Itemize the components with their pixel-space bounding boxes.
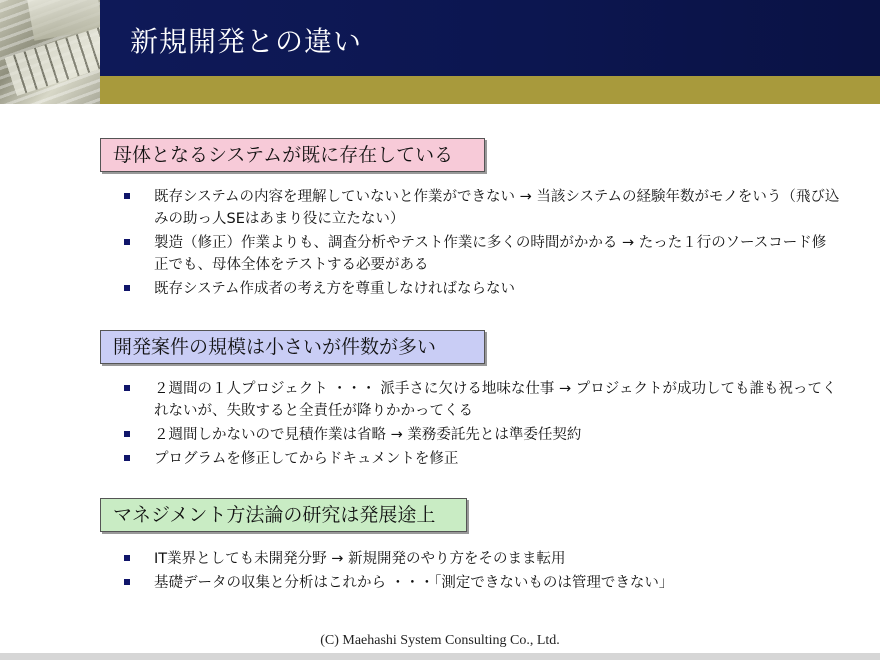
header-photo [0, 0, 100, 104]
list-item [120, 186, 840, 230]
list-item [120, 378, 840, 422]
list-item [120, 278, 840, 300]
bullet-list-existing-system [120, 186, 840, 302]
copyright-footer: (C) Maehashi System Consulting Co., Ltd. [320, 633, 560, 648]
section-heading-existing-system: 母体となるシステムが既に存在している [100, 138, 485, 172]
list-item [120, 232, 840, 276]
list-item [120, 548, 840, 570]
bullet-list-small-projects [120, 378, 840, 472]
square-bullet-icon [124, 431, 130, 437]
bottom-divider [0, 653, 880, 660]
list-item [120, 424, 840, 446]
bullet-text: 基礎データの収集と分析はこれから ・・・「測定できないものは管理できない」 [154, 575, 674, 591]
bullet-text: ２週間しかないので見積作業は省略 → 業務委託先とは準委任契約 [154, 427, 582, 443]
section-heading-management-research: マネジメント方法論の研究は発展途上 [100, 498, 467, 532]
section-heading-small-projects: 開発案件の規模は小さいが件数が多い [100, 330, 485, 364]
square-bullet-icon [124, 555, 130, 561]
slide-title: 新規開発との違い [130, 25, 363, 58]
list-item [120, 572, 840, 594]
bullet-text: ２週間の１人プロジェクト ・・・ 派手さに欠ける地味な仕事 → プロジェクトが成功しても誰も祝ってくれないが、失敗すると全責任が降りかかってくる [154, 381, 837, 419]
bullet-text: プログラムを修正してからドキュメントを修正 [154, 451, 459, 467]
square-bullet-icon [124, 455, 130, 461]
square-bullet-icon [124, 579, 130, 585]
bullet-text: 既存システム作成者の考え方を尊重しなければならない [154, 281, 516, 297]
square-bullet-icon [124, 385, 130, 391]
bullet-text: 既存システムの内容を理解していないと作業ができない → 当該システムの経験年数がモノをいう（飛び込みの助っ人SEはあまり役に立たない） [154, 189, 840, 227]
square-bullet-icon [124, 193, 130, 199]
square-bullet-icon [124, 285, 130, 291]
list-item [120, 448, 840, 470]
gold-accent-bar [100, 76, 880, 104]
bullet-text: 製造（修正）作業よりも、調査分析やテスト作業に多くの時間がかかる → たった１行のソースコード修正でも、母体全体をテストする必要がある [154, 235, 827, 273]
bullet-list-management-research [120, 548, 840, 596]
bullet-text: IT業界としても未開発分野 → 新規開発のやり方をそのまま転用 [154, 551, 566, 567]
square-bullet-icon [124, 239, 130, 245]
